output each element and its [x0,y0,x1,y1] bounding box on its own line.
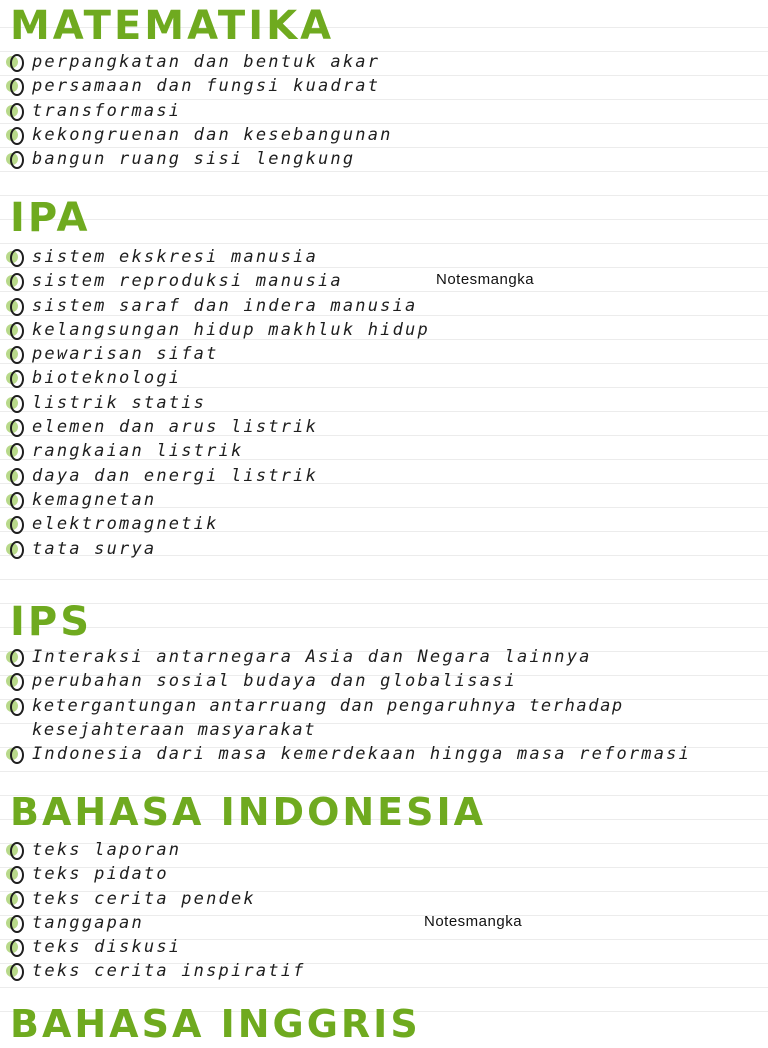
list-item: listrik statis [6,391,430,415]
circle-bullet-icon [6,74,26,98]
list-item: teks laporan [6,838,306,862]
circle-bullet-icon [6,415,26,439]
circle-bullet-icon [6,935,26,959]
list-item: teks pidato [6,862,306,886]
list-item: pewarisan sifat [6,342,430,366]
list-item: daya dan energi listrik [6,464,430,488]
circle-bullet-icon [6,838,26,862]
circle-bullet-icon [6,959,26,983]
list-item: persamaan dan fungsi kuadrat [6,74,393,98]
circle-bullet-icon [6,911,26,935]
circle-bullet-icon [6,645,26,669]
list-item: perubahan sosial budaya dan globalisasi [6,669,768,693]
list-item: Interaksi antarnegara Asia dan Negara lainnya [6,645,768,669]
list-item: elektromagnetik [6,512,430,536]
circle-bullet-icon [6,391,26,415]
section-title-matematika: MATEMATIKA [10,3,335,49]
circle-bullet-icon [6,245,26,269]
circle-bullet-icon [6,887,26,911]
circle-bullet-icon [6,50,26,74]
circle-bullet-icon [6,366,26,390]
list-item: sistem reproduksi manusia [6,269,430,293]
list-item: bangun ruang sisi lengkung [6,147,393,171]
circle-bullet-icon [6,669,26,693]
bahasa-indonesia-list [6,838,306,984]
circle-bullet-icon [6,464,26,488]
ips-list [6,645,768,766]
circle-bullet-icon [6,742,26,766]
circle-bullet-icon [6,269,26,293]
circle-bullet-icon [6,342,26,366]
list-item: transformasi [6,99,393,123]
list-item: tata surya [6,537,430,561]
circle-bullet-icon [6,862,26,886]
list-item: ketergantungan antarruang dan pengaruhnya terhadap kesejahteraan masyarakat [6,694,768,743]
list-item: elemen dan arus listrik [6,415,430,439]
ipa-list [6,245,430,561]
list-item: teks cerita inspiratif [6,959,306,983]
watermark-text: Notesmangka [424,913,523,930]
circle-bullet-icon [6,147,26,171]
list-item: perpangkatan dan bentuk akar [6,50,393,74]
list-item: rangkaian listrik [6,439,430,463]
circle-bullet-icon [6,488,26,512]
circle-bullet-icon [6,123,26,147]
section-title-ips: IPS [10,599,93,645]
list-item: sistem ekskresi manusia [6,245,430,269]
circle-bullet-icon [6,512,26,536]
section-title-bahasa-inggris: BAHASA INGGRIS [10,1002,421,1046]
circle-bullet-icon [6,318,26,342]
list-item: tanggapan [6,911,306,935]
list-item: Indonesia dari masa kemerdekaan hingga masa reformasi [6,742,768,766]
circle-bullet-icon [6,294,26,318]
list-item: bioteknologi [6,366,430,390]
circle-bullet-icon [6,694,26,718]
list-item: kelangsungan hidup makhluk hidup [6,318,430,342]
list-item: sistem saraf dan indera manusia [6,294,430,318]
circle-bullet-icon [6,439,26,463]
matematika-list [6,50,393,171]
circle-bullet-icon [6,99,26,123]
list-item: kekongruenan dan kesebangunan [6,123,393,147]
circle-bullet-icon [6,537,26,561]
list-item: kemagnetan [6,488,430,512]
list-item: teks cerita pendek [6,887,306,911]
watermark-text: Notesmangka [436,271,535,288]
section-title-ipa: IPA [10,195,91,241]
section-title-bahasa-indonesia: BAHASA INDONESIA [10,790,487,834]
list-item: teks diskusi [6,935,306,959]
